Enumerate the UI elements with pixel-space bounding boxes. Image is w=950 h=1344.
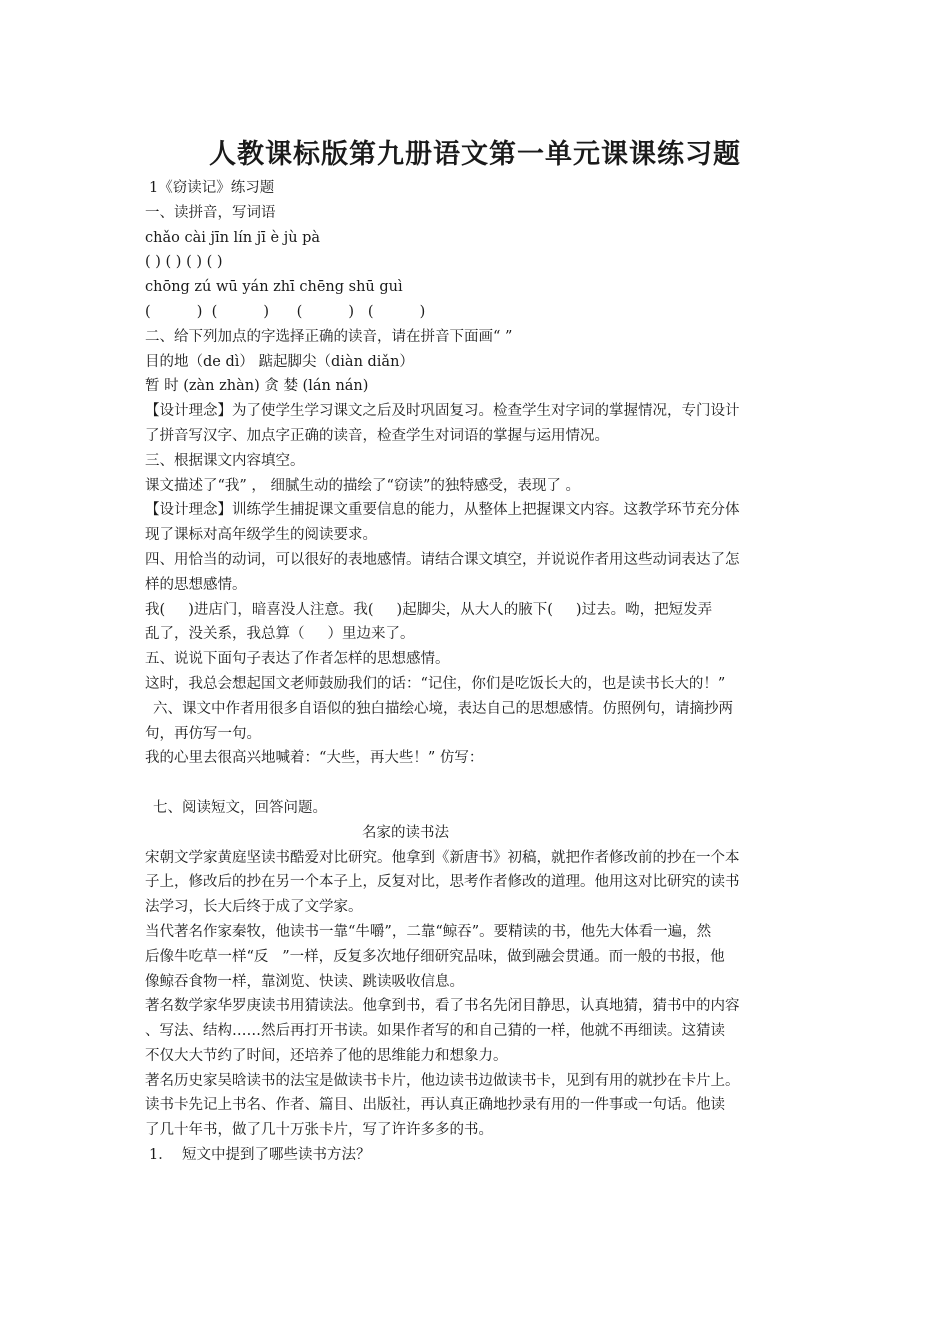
passage-paragraph-3-line-2: 、写法、结构……然后再打开书读。如果作者写的和自己猜的一样，他就不再细读。这猜读 <box>145 1023 725 1040</box>
document-body <box>145 176 825 1168</box>
section-5-heading: 五、说说下面句子表达了作者怎样的思想感情。 <box>145 651 450 668</box>
passage-paragraph-1-line-3: 法学习，长大后终于成了文学家。 <box>145 899 363 916</box>
lesson-heading: 1《窃读记》练习题 <box>149 180 275 196</box>
section-2-heading: 二、给下列加点的字选择正确的读音，请在拼音下面画“ ” <box>145 328 513 345</box>
section-4-heading-cont: 样的思想感情。 <box>145 576 247 593</box>
verb-fill-sentence-cont: 乱了，没关系，我总算（ ）里边来了。 <box>145 626 415 643</box>
passage-paragraph-4-line-3: 了几十年书，做了几十万张卡片，写了许许多多的书。 <box>145 1122 493 1139</box>
design-note-1-cont: 了拼音写汉字、加点字正确的读音，检查学生对词语的掌握与运用情况。 <box>145 427 609 444</box>
section-4-heading: 四、用恰当的动词，可以很好的表地感情。请结合课文填空，并说说作者用这些动词表达了怎 <box>145 551 740 568</box>
blank-row-1: ( ) ( ) ( ) ( ) <box>145 254 223 271</box>
passage-paragraph-3-line-3: 不仅大大节约了时间，还培养了他的思维能力和想象力。 <box>145 1047 508 1064</box>
passage-paragraph-2-line-3: 像鲸吞食物一样，靠浏览、快读、跳读吸收信息。 <box>145 973 464 990</box>
imitation-example: 我的心里去很高兴地喊着：“大些，再大些！” 仿写： <box>145 750 484 767</box>
passage-title: 名家的读书法 <box>362 824 449 841</box>
pinyin-row-1: chǎo cài jīn lín jī è jù pà <box>145 229 321 246</box>
passage-paragraph-1: 宋朝文学家黄庭坚读书酷爱对比研究。他拿到《新唐书》初稿，就把作者修改前的抄在一个本 <box>145 849 740 866</box>
passage-paragraph-4-line-2: 读书卡先记上书名、作者、篇目、出版社，再认真正确地抄录有用的一件事或一句话。他读 <box>145 1097 725 1114</box>
document-title: 人教课标版第九册语文第一单元课课练习题 <box>209 139 741 170</box>
section-6-heading-cont: 句，再仿写一句。 <box>145 725 261 742</box>
passage-paragraph-2-line-2: 后像牛吃草一样“反 ”一样，反复多次地仔细研究品味，做到融会贯通。而一般的书报，他 <box>145 948 725 965</box>
section-1-heading: 一、读拼音，写词语 <box>145 204 276 221</box>
design-note-2: 【设计理念】训练学生捕捉课文重要信息的能力，从整体上把握课文内容。这教学环节充分体 <box>145 502 740 519</box>
blank-row-2: ( ) ( ) ( ) ( ) <box>145 303 426 320</box>
design-note-2-cont: 现了课标对高年级学生的阅读要求。 <box>145 527 377 544</box>
question-1: 1． 短文中提到了哪些读书方法？ <box>149 1147 371 1164</box>
passage-paragraph-2: 当代著名作家秦牧，他读书一靠“牛嚼”，二靠“鲸吞”。要精读的书，他先大体看一遍，然 <box>145 923 712 940</box>
section-3-heading: 三、根据课文内容填空。 <box>145 452 305 469</box>
spacer-line <box>145 771 825 796</box>
pronunciation-choice-1: 目的地（de dì） 踮起脚尖（diàn diǎn） <box>145 353 414 370</box>
design-note-1: 【设计理念】为了使学生学习课文之后及时巩固复习。检查学生对字词的掌握情况，专门设计 <box>145 403 740 420</box>
section-7-heading: 七、阅读短文，回答问题。 <box>153 799 327 816</box>
section-6-heading: 六、课文中作者用很多自语似的独白描绘心境，表达自己的思想感情。仿照例句，请摘抄两 <box>153 700 733 717</box>
passage-paragraph-1-line-2: 子上，修改后的抄在另一个本子上，反复对比，思考作者修改的道理。他用这对比研究的读书 <box>145 874 740 891</box>
quote-sentence: 这时，我总会想起国文老师鼓励我们的话：“记住，你们是吃饭长大的，也是读书长大的！” <box>145 675 726 692</box>
fill-blank-sentence: 课文描述了“我” ， 细腻生动的描绘了“窃读”的独特感受，表现了 。 <box>145 477 580 494</box>
passage-paragraph-3: 著名数学家华罗庚读书用猜读法。他拿到书，看了书名先闭目静思，认真地猜，猜书中的内容 <box>145 998 740 1015</box>
verb-fill-sentence: 我( )进店门，暗喜没人注意。我( )起脚尖，从大人的腋下( )过去。呦，把短发弄 <box>145 601 713 618</box>
pronunciation-choice-2: 暂 时 (zàn zhàn) 贪 婪 (lán nán) <box>145 378 369 395</box>
passage-paragraph-4: 著名历史家吴晗读书的法宝是做读书卡片，他边读书边做读书卡，见到有用的就抄在卡片上。 <box>145 1072 740 1089</box>
pinyin-row-2: chōng zú wū yán zhī chēng shū guì <box>145 279 403 296</box>
